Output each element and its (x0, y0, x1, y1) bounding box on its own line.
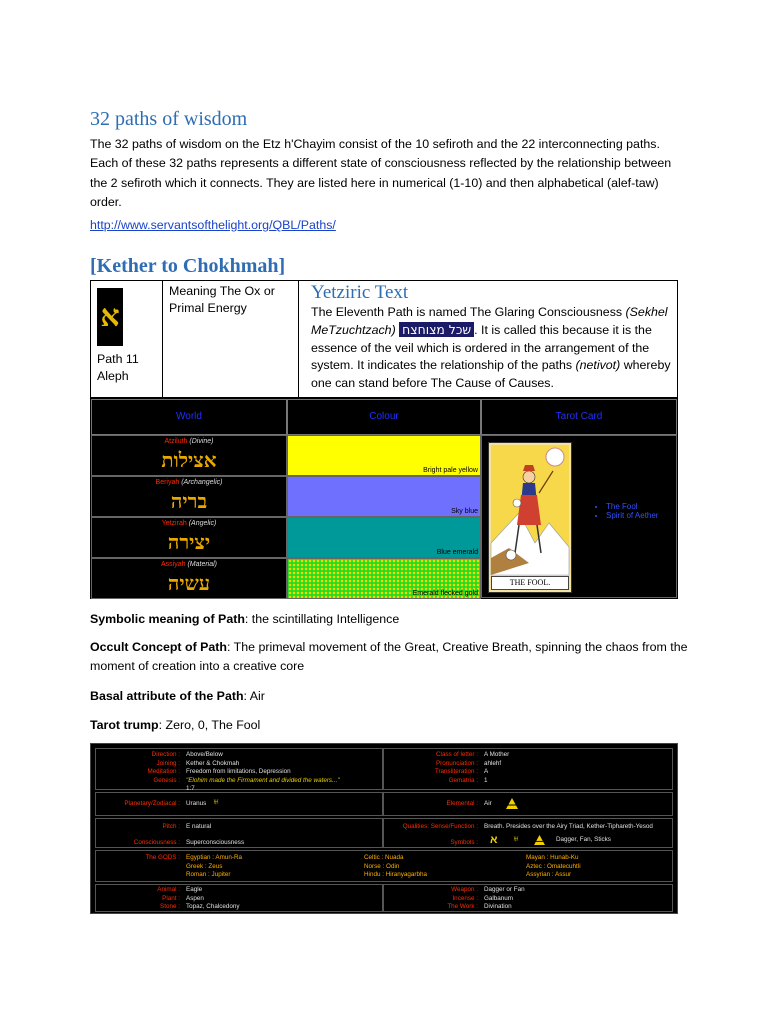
world-hebrew: בריה (170, 489, 208, 513)
corr-label: Elemental : (446, 800, 478, 807)
corr-value: Breath. Presides over the Airy Triad, Kether-Tiphareth-Yesod (484, 823, 653, 830)
tarot-item: • Spirit of Aether (606, 511, 658, 520)
yetziric-italic2: (netivot) (575, 358, 621, 373)
gods-col-3: Mayan : Hunab-Ku Aztec : Omatecuhtli Assyrian : Assur (526, 854, 581, 878)
corr-labels: Direction : Joining : Meditation : Genesis : (147, 751, 180, 784)
corr-value: Uranus (186, 800, 207, 807)
fool-card-illustration (489, 443, 571, 592)
corr-weapon-block (383, 884, 673, 912)
attr-occult-concept: Occult Concept of Path: The primeval movement of the Great, Creative Breath, spinning the chaos from the moment of creation into a creative core (90, 640, 688, 673)
uranus-icon: ♅ (212, 796, 221, 808)
corr-gods-block (95, 850, 673, 882)
yetziric-italic1: (Sekhel MeTzuchtzach) (311, 305, 668, 338)
yetziric-cell (299, 281, 677, 397)
tarot-list (596, 502, 658, 520)
world-row-assiyah (91, 558, 287, 599)
path-info-table (90, 280, 678, 398)
yetziric-text (311, 304, 677, 392)
header-tarot-card: Tarot Card (481, 399, 677, 435)
attr-tarot-trump: Tarot trump: Zero, 0, The Fool (90, 718, 261, 732)
yetziric-part2: . It is called this because it is the essence of the veil which is ordered in the arrangement of the system. It indicates the relationship of the paths (311, 323, 652, 373)
world-hebrew: יצירה (167, 530, 211, 554)
intro-paragraph: The 32 paths of wisdom on the Etz h'Chayim consist of the 10 sefiroth and the 22 interconnecting paths. Each of these 32 paths represents a different state of consciousness reflected by the relationship between the 2 sefiroth which it connects. They are listed here in numerical (1-10) and then alphabetical (alef-taw) order. (90, 137, 672, 210)
world-name: Yetzirah (Angelic) (161, 520, 217, 527)
gods-col-1: Egyptian : Amun-Ra Greek : Zeus Roman : Jupiter (186, 854, 243, 878)
corr-values: E natural Superconsciousness (186, 823, 245, 846)
path-label (97, 351, 139, 385)
yetziric-title: Yetziric Text (311, 282, 409, 303)
air-triangle-icon (506, 798, 518, 809)
world-row-yetzirah (91, 517, 287, 558)
corr-elemental-block (383, 792, 673, 816)
world-row-atziluth (91, 435, 287, 476)
attr-symbolic-meaning: Symbolic meaning of Path: the scintillating Intelligence (90, 612, 400, 626)
world-name: Beriyah (Archangelic) (155, 479, 223, 486)
corr-values: Eagle Aspen Topaz, Chalcedony (186, 886, 240, 910)
corr-labels: Pitch : Consciousness : (133, 823, 180, 846)
corr-values: Above/Below Kether & Chokmah Freedom from limitations, Depression "Elohim made the Firmament and divided the waters..." 1:7 (186, 751, 340, 792)
aleph-letter-icon: א (97, 288, 123, 346)
uranus-symbol-icon: ♅ (512, 833, 521, 845)
path-number: Path 11 (97, 352, 139, 366)
corr-labels: Weapon : Incense : The Work : (447, 886, 478, 910)
tarot-cell (481, 435, 677, 598)
world-hebrew: עשיה (167, 571, 211, 595)
corr-letter-block (383, 748, 673, 790)
corr-values: Dagger or Fan Galbanum Divination (484, 886, 525, 910)
colour-swatch (287, 558, 481, 599)
colour-label: Blue emerald (436, 549, 478, 556)
path-meaning: Meaning The Ox or Primal Energy (169, 284, 275, 315)
source-link[interactable]: http://www.servantsofthelight.org/QBL/Paths/ (90, 218, 336, 232)
corr-pitch-block (95, 818, 383, 848)
yetziric-part1: The Eleventh Path is named The Glaring Consciousness (311, 305, 626, 319)
gods-col-2: Celtic : Nuada Norse : Odin Hindu : Hiranyagarbha (364, 854, 428, 878)
correspondence-table (90, 743, 678, 914)
world-name: Atziluth (Divine) (164, 438, 214, 445)
world-row-beriyah (91, 476, 287, 517)
corr-label: Planetary/Zodiacal : (124, 800, 180, 807)
colour-swatch (287, 435, 481, 476)
world-hebrew: אצילות (161, 448, 217, 472)
yetziric-hebrew: שכל מצוחצח (399, 322, 474, 337)
page-title: 32 paths of wisdom (90, 108, 248, 130)
path-meaning-cell (163, 281, 299, 397)
path-letter-name: Aleph (97, 369, 129, 383)
colour-swatch (287, 476, 481, 517)
aleph-symbol-icon: א (490, 834, 498, 846)
corr-planetary-block (95, 792, 383, 816)
corr-animal-block (95, 884, 383, 912)
corr-labels: Animal : Plant : Stone : (157, 886, 180, 910)
corr-direction-block (95, 748, 383, 790)
world-name: Assiyah (Material) (160, 561, 218, 568)
header-colour: Colour (287, 399, 481, 435)
air-symbol-icon (534, 835, 545, 845)
corr-symbols-value: Dagger, Fan, Sticks (556, 836, 611, 843)
colour-label: Emerald flecked gold (412, 590, 478, 597)
fool-tarot-card-image (488, 442, 572, 593)
header-world: World (91, 399, 287, 435)
corr-qualities-block (383, 818, 673, 848)
attr-basal-attribute: Basal attribute of the Path: Air (90, 689, 265, 703)
yetziric-part3: whereby one can stand before The Cause of Causes. (311, 358, 671, 390)
colour-swatch (287, 517, 481, 558)
gods-label: The GODS : (145, 854, 180, 861)
corr-values: A Mother ahlehf A 1 (484, 751, 510, 784)
corr-labels: Qualities: Sense/Function : Symbols : (402, 823, 478, 846)
tarot-item: • The Fool (606, 502, 658, 511)
colour-label: Sky blue (451, 508, 478, 515)
corr-value: Air (484, 800, 492, 807)
corr-labels: Class of letter : Pronunciation : Transliteration : Gematria : (434, 751, 478, 784)
colour-label: Bright pale yellow (423, 467, 478, 474)
card-caption: THE FOOL. (491, 576, 569, 590)
worlds-table (90, 398, 678, 599)
path-letter-cell (91, 281, 163, 397)
section-title: [Kether to Chokhmah] (90, 255, 286, 277)
